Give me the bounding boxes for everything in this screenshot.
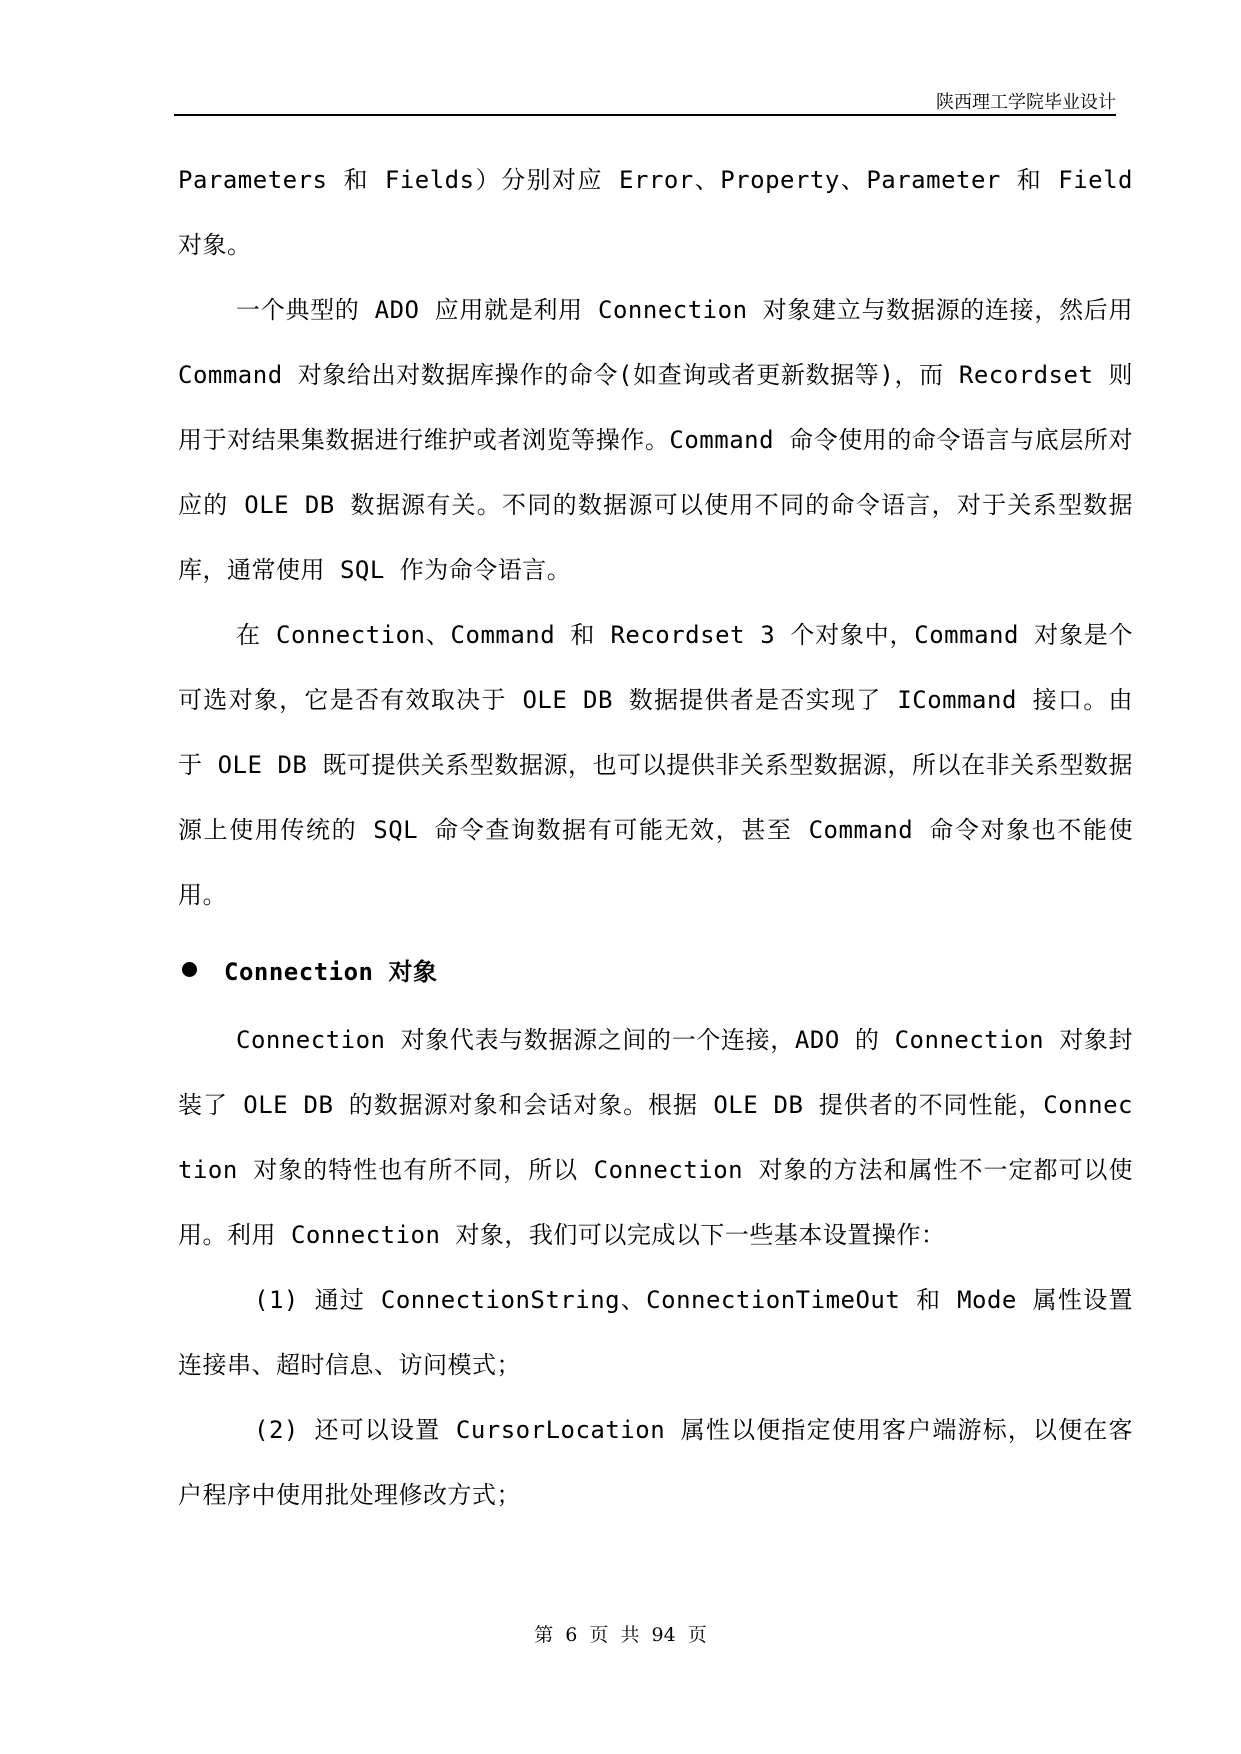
list-item-2: (2) 还可以设置 CursorLocation 属性以便指定使用客户端游标，以便在客户程序中使用批处理修改方式； (178, 1416, 1133, 1509)
paragraph-ado-overview: 一个典型的 ADO 应用就是利用 Connection 对象建立与数据源的连接，然后用 Command 对象给出对数据库操作的命令(如查询或者更新数据等)，而 Recordset 则用于对结果集数据进行维护或者浏览等操作。Command 命令使用的命令语言与底层所对应的 OLE DB 数据源有关。不同的数据源可以使用不同的命令语言，对于关系型数据库，通常使用 SQL 作为命令语言。 (178, 296, 1133, 584)
page-number-footer: 第 6 页 共 94 页 (534, 1624, 707, 1646)
section-heading-text: Connection 对象 (224, 957, 438, 986)
paragraph-command-object: 在 Connection、Command 和 Recordset 3 个对象中，Command 对象是个可选对象，它是否有效取决于 OLE DB 数据提供者是否实现了 ICommand 接口。由于 OLE DB 既可提供关系型数据源，也可以提供非关系型数据源，所以在非关系型数据源上使用传统的 SQL 命令查询数据有可能无效，甚至 Command 命令对象也不能使用。 (178, 621, 1133, 909)
paragraph-connection-description: Connection 对象代表与数据源之间的一个连接，ADO 的 Connection 对象封装了 OLE DB 的数据源对象和会话对象。根据 OLE DB 提供者的不同性能，Connection 对象的特性也有所不同，所以 Connection 对象的方法和属性不一定都可以使用。利用 Connection 对象，我们可以完成以下一些基本设置操作： (178, 1026, 1133, 1249)
list-item-1: (1) 通过 ConnectionString、ConnectionTimeOut 和 Mode 属性设置连接串、超时信息、访问模式； (178, 1286, 1133, 1379)
section-heading-connection (178, 940, 1133, 998)
header-divider (174, 114, 1116, 116)
paragraph-continuation: Parameters 和 Fields）分别对应 Error、Property、Parameter 和 Field 对象。 (178, 166, 1133, 259)
bullet-icon (182, 962, 197, 977)
document-body (178, 148, 1133, 1528)
page-header-title: 陕西理工学院毕业设计 (936, 92, 1116, 113)
